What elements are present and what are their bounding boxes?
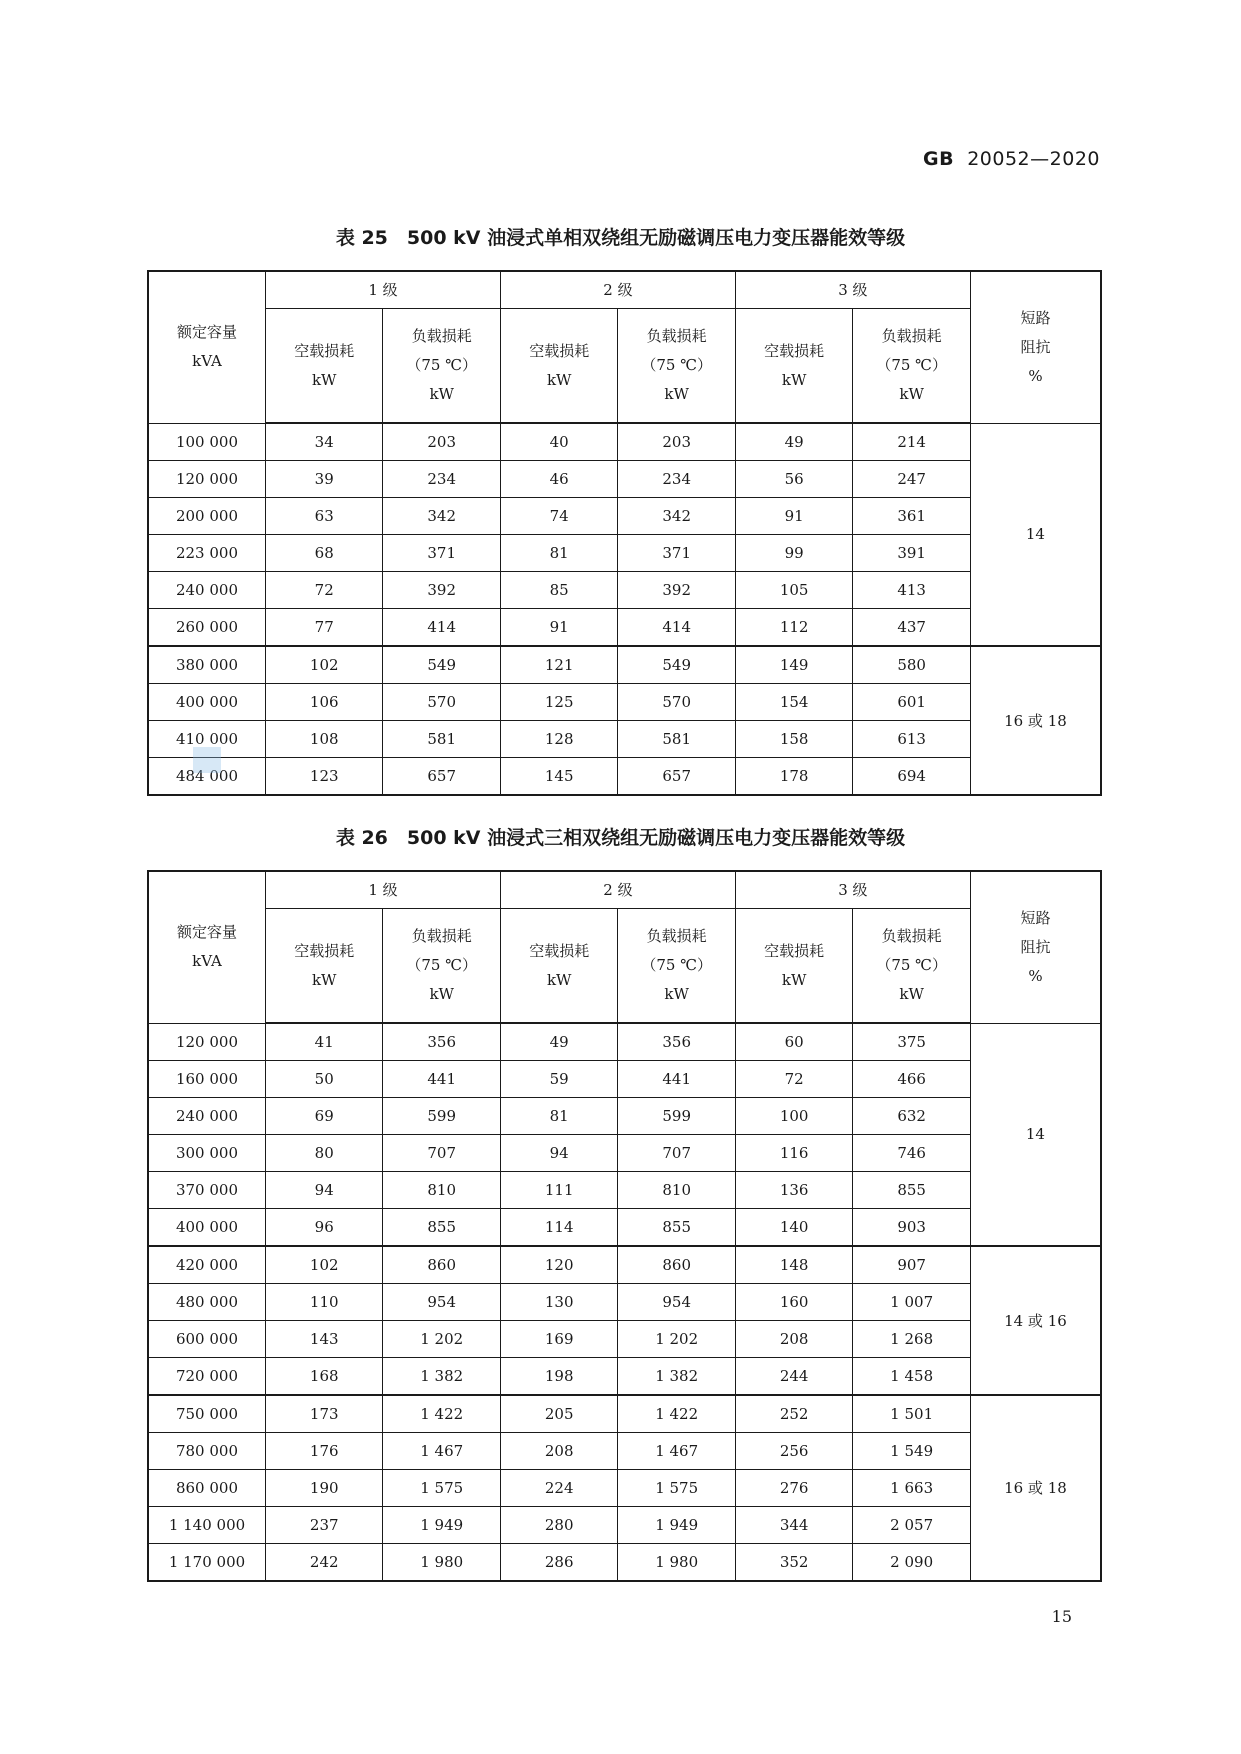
loss-value-cell: 601 [853,684,970,721]
loss-value-cell: 46 [500,461,617,498]
impedance-line: % [1028,366,1043,385]
load-loss-line: （75 ℃） [876,356,947,374]
loss-value-cell: 437 [853,609,970,647]
table-row [148,1284,1101,1321]
loss-value-cell: 599 [618,1098,735,1135]
loss-value-cell: 208 [735,1321,852,1358]
rated-capacity-cell: 400 000 [148,1209,265,1247]
loss-value-cell: 158 [735,721,852,758]
loss-value-cell: 148 [735,1246,852,1284]
no-load-loss-line: 空载损耗 [764,941,825,960]
loss-value-cell: 810 [383,1172,500,1209]
loss-value-cell: 392 [383,572,500,609]
header-no-load-loss [500,909,617,1024]
loss-value-cell: 214 [853,423,970,461]
no-load-loss-line: 空载损耗 [529,341,590,360]
load-loss-line: 负载损耗 [646,327,707,345]
page-number: 15 [1051,1607,1072,1626]
loss-value-cell: 1 458 [853,1358,970,1396]
loss-value-cell: 247 [853,461,970,498]
rated-capacity-line: kVA [192,352,222,371]
header-row-losses [148,909,1101,1024]
table-row [148,1098,1101,1135]
load-loss-line: （75 ℃） [876,956,947,974]
header-load-loss [383,909,500,1024]
loss-value-cell: 102 [265,1246,382,1284]
loss-value-cell: 371 [383,535,500,572]
load-loss-line: （75 ℃） [406,356,478,374]
loss-value-cell: 657 [618,758,735,796]
no-load-loss-line: kW [781,970,807,989]
loss-value-cell: 176 [265,1433,382,1470]
loss-value-cell: 242 [265,1544,382,1582]
loss-value-cell: 286 [500,1544,617,1582]
loss-value-cell: 69 [265,1098,382,1135]
table26 [147,870,1102,1582]
loss-value-cell: 40 [500,423,617,461]
loss-value-cell: 613 [853,721,970,758]
loss-value-cell: 1 202 [618,1321,735,1358]
loss-value-cell: 356 [383,1023,500,1061]
table-row [148,646,1101,684]
loss-value-cell: 570 [383,684,500,721]
loss-value-cell: 74 [500,498,617,535]
loss-value-cell: 102 [265,646,382,684]
standard-prefix: GB [923,148,955,170]
loss-value-cell: 81 [500,535,617,572]
load-loss-line: 负载损耗 [881,327,942,345]
standard-code [923,148,1100,170]
impedance-line: 阻抗 [1020,337,1051,356]
rated-capacity-cell: 410 000 [148,721,265,758]
loss-value-cell: 361 [853,498,970,535]
no-load-loss-line: 空载损耗 [529,941,590,960]
header-row-levels [148,271,1101,309]
no-load-loss-line: kW [781,370,807,389]
loss-value-cell: 49 [500,1023,617,1061]
loss-value-cell: 903 [853,1209,970,1247]
loss-value-cell: 2 057 [853,1507,970,1544]
header-no-load-loss [265,909,382,1024]
loss-value-cell: 234 [618,461,735,498]
loss-value-cell: 1 422 [383,1395,500,1433]
impedance-line: % [1028,966,1043,985]
loss-value-cell: 707 [383,1135,500,1172]
loss-value-cell: 344 [735,1507,852,1544]
header-load-loss [853,909,970,1024]
loss-value-cell: 237 [265,1507,382,1544]
loss-value-cell: 860 [383,1246,500,1284]
loss-value-cell: 85 [500,572,617,609]
load-loss-line: （75 ℃） [641,356,712,374]
no-load-loss-line: kW [546,970,572,989]
loss-value-cell: 80 [265,1135,382,1172]
loss-value-cell: 154 [735,684,852,721]
rated-capacity-cell: 300 000 [148,1135,265,1172]
loss-value-cell: 1 575 [618,1470,735,1507]
rated-capacity-line: kVA [192,952,222,971]
loss-value-cell: 72 [735,1061,852,1098]
impedance-line: 短路 [1020,908,1051,927]
rated-capacity-cell: 720 000 [148,1358,265,1396]
loss-value-cell: 954 [383,1284,500,1321]
header-load-loss [618,909,735,1024]
load-loss-line: kW [899,385,924,403]
table-row [148,1507,1101,1544]
header-no-load-loss [735,309,852,424]
rated-capacity-cell: 370 000 [148,1172,265,1209]
loss-value-cell: 1 202 [383,1321,500,1358]
table-row [148,1246,1101,1284]
impedance-cell: 16 或 18 [970,646,1101,795]
rated-capacity-cell: 600 000 [148,1321,265,1358]
loss-value-cell: 371 [618,535,735,572]
header-no-load-loss [500,309,617,424]
loss-value-cell: 570 [618,684,735,721]
loss-value-cell: 121 [500,646,617,684]
loss-value-cell: 1 382 [618,1358,735,1396]
loss-value-cell: 143 [265,1321,382,1358]
rated-capacity-cell: 160 000 [148,1061,265,1098]
header-rated-capacity [148,271,265,423]
table-row [148,1135,1101,1172]
no-load-loss-line: 空载损耗 [294,341,355,360]
loss-value-cell: 105 [735,572,852,609]
loss-value-cell: 256 [735,1433,852,1470]
loss-value-cell: 1 007 [853,1284,970,1321]
loss-value-cell: 130 [500,1284,617,1321]
loss-value-cell: 106 [265,684,382,721]
table-row [148,461,1101,498]
loss-value-cell: 860 [618,1246,735,1284]
loss-value-cell: 1 422 [618,1395,735,1433]
loss-value-cell: 120 [500,1246,617,1284]
table26-caption: 表 26 500 kV 油浸式三相双绕组无励磁调压电力变压器能效等级 [335,827,906,849]
rated-capacity-cell: 120 000 [148,461,265,498]
loss-value-cell: 441 [618,1061,735,1098]
impedance-line: 阻抗 [1020,937,1051,956]
loss-value-cell: 1 501 [853,1395,970,1433]
no-load-loss-line: kW [311,970,337,989]
load-loss-line: kW [664,985,689,1003]
loss-value-cell: 96 [265,1209,382,1247]
loss-value-cell: 581 [618,721,735,758]
loss-value-cell: 190 [265,1470,382,1507]
table-row [148,1544,1101,1582]
loss-value-cell: 1 467 [618,1433,735,1470]
loss-value-cell: 356 [618,1023,735,1061]
loss-value-cell: 111 [500,1172,617,1209]
table-row [148,609,1101,647]
rated-capacity-cell: 400 000 [148,684,265,721]
table-row [148,535,1101,572]
loss-value-cell: 581 [383,721,500,758]
loss-value-cell: 276 [735,1470,852,1507]
table-row [148,758,1101,796]
header-level-3: 3 级 [735,271,970,309]
rated-capacity-cell: 223 000 [148,535,265,572]
loss-value-cell: 280 [500,1507,617,1544]
loss-value-cell: 1 575 [383,1470,500,1507]
no-load-loss-line: 空载损耗 [294,941,355,960]
load-loss-line: kW [429,385,454,403]
table25 [147,270,1102,796]
loss-value-cell: 694 [853,758,970,796]
rated-capacity-cell: 1 170 000 [148,1544,265,1582]
loss-value-cell: 140 [735,1209,852,1247]
header-no-load-loss [265,309,382,424]
header-rated-capacity [148,871,265,1023]
loss-value-cell: 169 [500,1321,617,1358]
loss-value-cell: 549 [618,646,735,684]
loss-value-cell: 855 [618,1209,735,1247]
loss-value-cell: 100 [735,1098,852,1135]
loss-value-cell: 149 [735,646,852,684]
loss-value-cell: 94 [265,1172,382,1209]
loss-value-cell: 632 [853,1098,970,1135]
loss-value-cell: 125 [500,684,617,721]
table-row [148,1023,1101,1061]
rated-capacity-cell: 750 000 [148,1395,265,1433]
table-row [148,1433,1101,1470]
header-load-loss [383,309,500,424]
no-load-loss-line: 空载损耗 [764,341,825,360]
loss-value-cell: 72 [265,572,382,609]
loss-value-cell: 68 [265,535,382,572]
loss-value-cell: 244 [735,1358,852,1396]
loss-value-cell: 203 [618,423,735,461]
loss-value-cell: 205 [500,1395,617,1433]
no-load-loss-line: kW [546,370,572,389]
loss-value-cell: 907 [853,1246,970,1284]
loss-value-cell: 1 268 [853,1321,970,1358]
table-row [148,423,1101,461]
header-level-2: 2 级 [500,871,735,909]
header-impedance [970,871,1101,1023]
loss-value-cell: 110 [265,1284,382,1321]
load-loss-line: 负载损耗 [646,927,707,945]
loss-value-cell: 39 [265,461,382,498]
load-loss-line: 负载损耗 [411,327,472,345]
loss-value-cell: 77 [265,609,382,647]
load-loss-line: kW [429,985,454,1003]
loss-value-cell: 746 [853,1135,970,1172]
impedance-cell: 14 [970,423,1101,646]
impedance-cell: 16 或 18 [970,1395,1101,1581]
loss-value-cell: 1 980 [618,1544,735,1582]
rated-capacity-cell: 860 000 [148,1470,265,1507]
loss-value-cell: 234 [383,461,500,498]
header-level-1: 1 级 [265,271,500,309]
rated-capacity-cell: 480 000 [148,1284,265,1321]
loss-value-cell: 252 [735,1395,852,1433]
loss-value-cell: 707 [618,1135,735,1172]
table-row [148,1395,1101,1433]
loss-value-cell: 580 [853,646,970,684]
rated-capacity-cell: 260 000 [148,609,265,647]
impedance-cell: 14 或 16 [970,1246,1101,1395]
load-loss-line: 负载损耗 [881,927,942,945]
rated-capacity-cell: 1 140 000 [148,1507,265,1544]
loss-value-cell: 342 [383,498,500,535]
load-loss-line: （75 ℃） [406,956,478,974]
standard-number: 20052—2020 [967,148,1100,170]
loss-value-cell: 112 [735,609,852,647]
loss-value-cell: 145 [500,758,617,796]
header-impedance [970,271,1101,423]
table-row [148,684,1101,721]
load-loss-line: kW [899,985,924,1003]
loss-value-cell: 466 [853,1061,970,1098]
rated-capacity-cell: 380 000 [148,646,265,684]
loss-value-cell: 34 [265,423,382,461]
loss-value-cell: 413 [853,572,970,609]
table-row [148,498,1101,535]
loss-value-cell: 1 949 [618,1507,735,1544]
loss-value-cell: 208 [500,1433,617,1470]
rated-capacity-line: 额定容量 [176,323,237,342]
header-row-losses [148,309,1101,424]
rated-capacity-cell: 420 000 [148,1246,265,1284]
loss-value-cell: 352 [735,1544,852,1582]
table-row [148,721,1101,758]
table-row [148,1321,1101,1358]
rated-capacity-cell: 200 000 [148,498,265,535]
loss-value-cell: 1 382 [383,1358,500,1396]
loss-value-cell: 810 [618,1172,735,1209]
loss-value-cell: 414 [618,609,735,647]
loss-value-cell: 114 [500,1209,617,1247]
loss-value-cell: 1 467 [383,1433,500,1470]
loss-value-cell: 49 [735,423,852,461]
loss-value-cell: 198 [500,1358,617,1396]
loss-value-cell: 391 [853,535,970,572]
loss-value-cell: 168 [265,1358,382,1396]
rated-capacity-cell: 100 000 [148,423,265,461]
rated-capacity-cell: 240 000 [148,572,265,609]
loss-value-cell: 91 [735,498,852,535]
loss-value-cell: 178 [735,758,852,796]
loss-value-cell: 657 [383,758,500,796]
table25-caption: 表 25 500 kV 油浸式单相双绕组无励磁调压电力变压器能效等级 [335,227,906,249]
header-row-levels [148,871,1101,909]
header-load-loss [853,309,970,424]
loss-value-cell: 160 [735,1284,852,1321]
loss-value-cell: 1 980 [383,1544,500,1582]
table-row [148,1061,1101,1098]
loss-value-cell: 342 [618,498,735,535]
loss-value-cell: 414 [383,609,500,647]
loss-value-cell: 224 [500,1470,617,1507]
loss-value-cell: 41 [265,1023,382,1061]
loss-value-cell: 99 [735,535,852,572]
load-loss-line: kW [664,385,689,403]
loss-value-cell: 549 [383,646,500,684]
rated-capacity-cell: 120 000 [148,1023,265,1061]
loss-value-cell: 1 663 [853,1470,970,1507]
loss-value-cell: 60 [735,1023,852,1061]
table-row [148,1470,1101,1507]
loss-value-cell: 392 [618,572,735,609]
header-level-1: 1 级 [265,871,500,909]
table-row [148,572,1101,609]
loss-value-cell: 173 [265,1395,382,1433]
loss-value-cell: 855 [383,1209,500,1247]
loss-value-cell: 123 [265,758,382,796]
loss-value-cell: 599 [383,1098,500,1135]
loss-value-cell: 2 090 [853,1544,970,1582]
rated-capacity-cell: 484 000 [148,758,265,796]
loss-value-cell: 855 [853,1172,970,1209]
loss-value-cell: 63 [265,498,382,535]
rated-capacity-cell: 240 000 [148,1098,265,1135]
rated-capacity-line: 额定容量 [176,923,237,942]
impedance-line: 短路 [1020,308,1051,327]
loss-value-cell: 954 [618,1284,735,1321]
loss-value-cell: 116 [735,1135,852,1172]
load-loss-line: （75 ℃） [641,956,712,974]
loss-value-cell: 128 [500,721,617,758]
table-row [148,1358,1101,1396]
loss-value-cell: 1 949 [383,1507,500,1544]
no-load-loss-line: kW [311,370,337,389]
table-row [148,1172,1101,1209]
header-no-load-loss [735,909,852,1024]
loss-value-cell: 91 [500,609,617,647]
loss-value-cell: 375 [853,1023,970,1061]
loss-value-cell: 1 549 [853,1433,970,1470]
loss-value-cell: 94 [500,1135,617,1172]
loss-value-cell: 59 [500,1061,617,1098]
loss-value-cell: 108 [265,721,382,758]
loss-value-cell: 50 [265,1061,382,1098]
loss-value-cell: 136 [735,1172,852,1209]
table-row [148,1209,1101,1247]
watermark-mark [193,747,221,773]
loss-value-cell: 56 [735,461,852,498]
header-level-2: 2 级 [500,271,735,309]
loss-value-cell: 203 [383,423,500,461]
header-level-3: 3 级 [735,871,970,909]
header-load-loss [618,309,735,424]
rated-capacity-cell: 780 000 [148,1433,265,1470]
loss-value-cell: 81 [500,1098,617,1135]
impedance-cell: 14 [970,1023,1101,1246]
load-loss-line: 负载损耗 [411,927,472,945]
loss-value-cell: 441 [383,1061,500,1098]
